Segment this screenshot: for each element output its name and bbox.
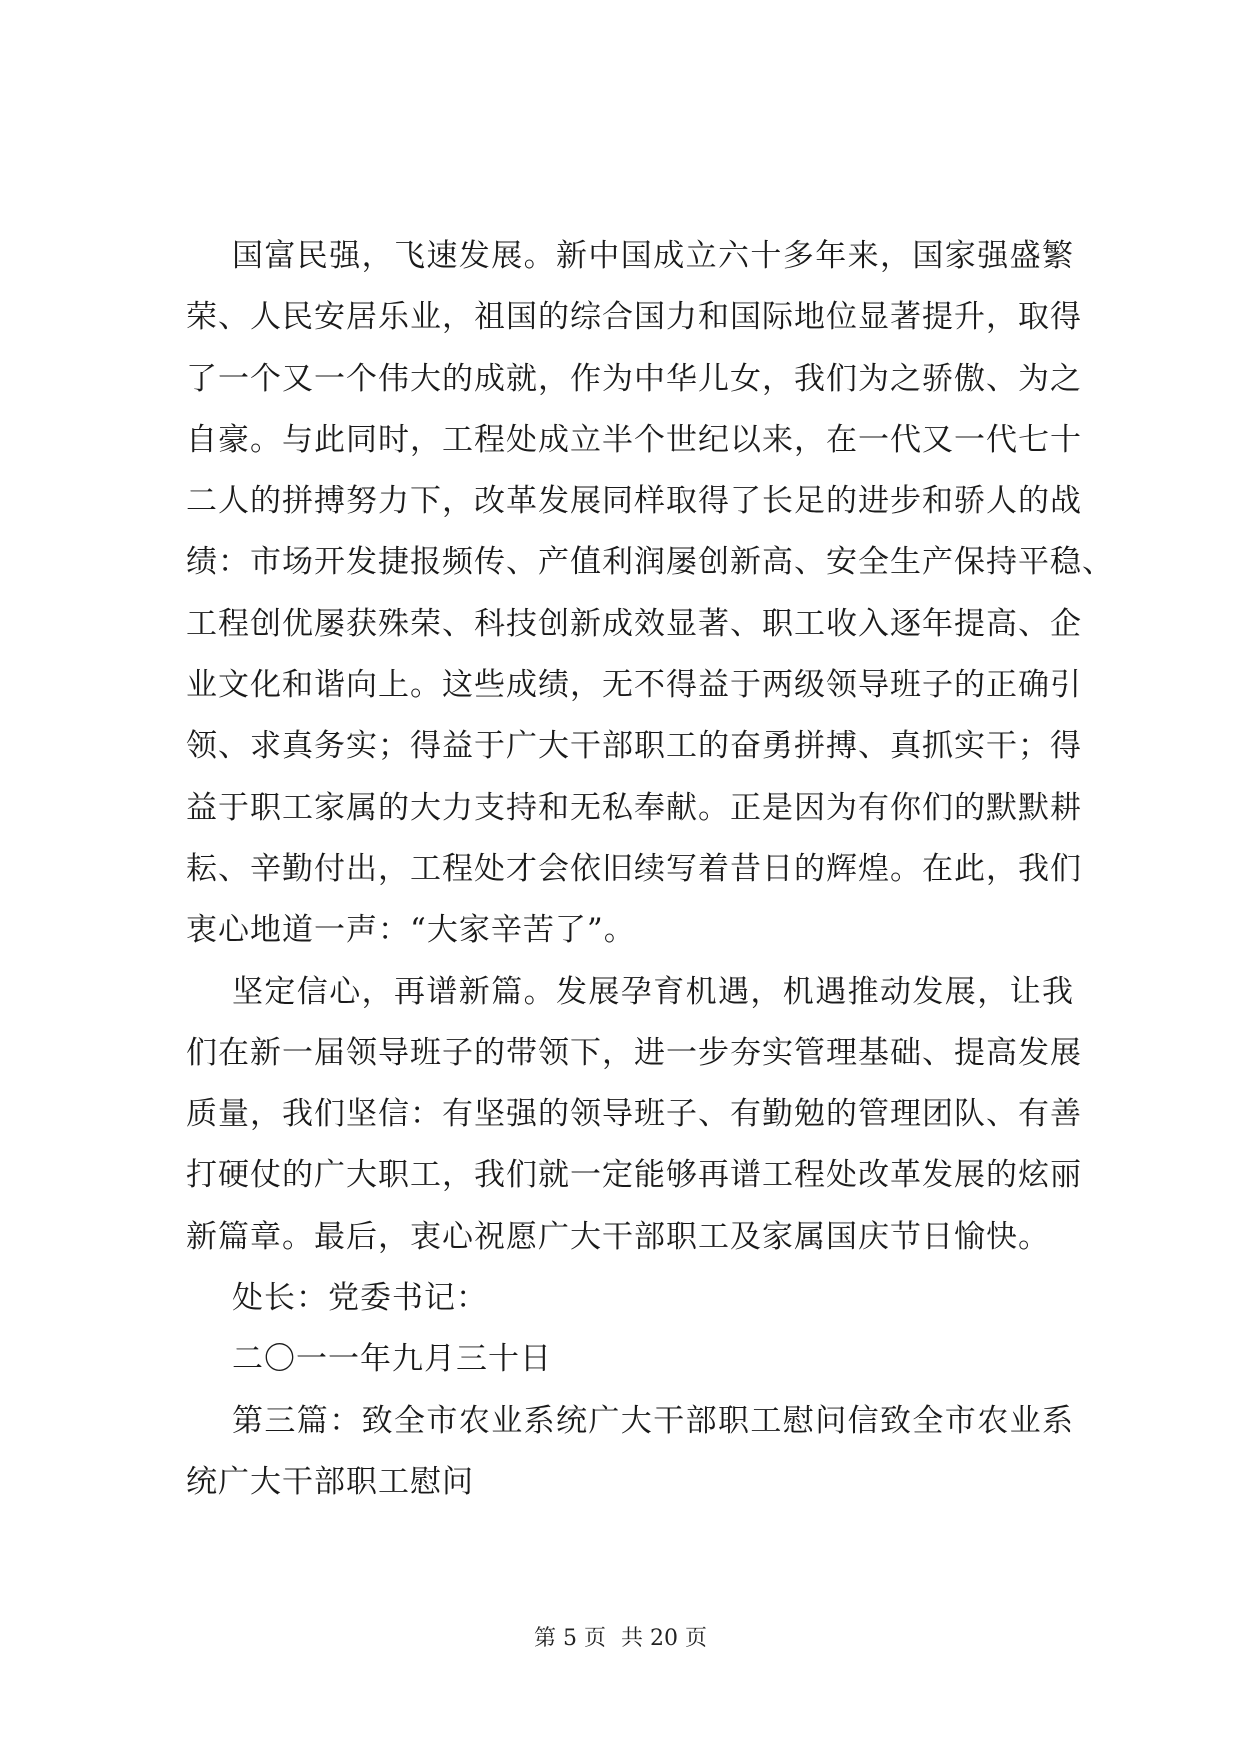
- paragraph-2-line-4: 打硬仗的广大职工，我们就一定能够再谱工程处改革发展的炫丽: [186, 1157, 1082, 1194]
- paragraph-2-line-2: 们在新一届领导班子的带领下，进一步夯实管理基础、提高发展: [186, 1034, 1082, 1071]
- date-line: 二〇一一年九月三十日: [232, 1341, 552, 1378]
- paragraph-1-line-12: 衷心地道一声：“大家辛苦了”。: [186, 912, 636, 949]
- page-footer: [0, 1624, 1241, 1654]
- paragraph-1-line-5: 二人的拼搏努力下，改革发展同样取得了长足的进步和骄人的战: [186, 483, 1082, 520]
- paragraph-1-line-6: 绩：市场开发捷报频传、产值利润屡创新高、安全生产保持平稳、: [186, 544, 1114, 581]
- page-total: 共 20 页: [621, 1626, 707, 1651]
- paragraph-1-line-7: 工程创优屡获殊荣、科技创新成效显著、职工收入逐年提高、企: [186, 605, 1082, 642]
- paragraph-2-line-5: 新篇章。最后，衷心祝愿广大干部职工及家属国庆节日愉快。: [186, 1218, 1050, 1255]
- paragraph-1-line-11: 耘、辛勤付出，工程处才会依旧续写着昔日的辉煌。在此，我们: [186, 850, 1082, 887]
- paragraph-2-line-3: 质量，我们坚信：有坚强的领导班子、有勤勉的管理团队、有善: [186, 1096, 1082, 1133]
- paragraph-1-line-9: 领、求真务实；得益于广大干部职工的奋勇拼搏、真抓实干；得: [186, 728, 1082, 765]
- document-body: [186, 226, 1114, 1513]
- paragraph-2-line-1: 坚定信心，再谱新篇。发展孕育机遇，机遇推动发展，让我: [232, 973, 1074, 1010]
- paragraph-1-line-8: 业文化和谐向上。这些成绩，无不得益于两级领导班子的正确引: [186, 667, 1082, 704]
- page-number: 第 5 页: [534, 1626, 606, 1651]
- signature-line: 处长：党委书记：: [232, 1280, 488, 1317]
- section-heading-line-2: 统广大干部职工慰问: [186, 1463, 474, 1500]
- paragraph-1-line-4: 自豪。与此同时，工程处成立半个世纪以来，在一代又一代七十: [186, 421, 1082, 458]
- paragraph-1-line-1: 国富民强，飞速发展。新中国成立六十多年来，国家强盛繁: [232, 238, 1074, 274]
- paragraph-1-line-3: 了一个又一个伟大的成就，作为中华儿女，我们为之骄傲、为之: [186, 360, 1082, 397]
- section-heading-line-1: 第三篇：致全市农业系统广大干部职工慰问信致全市农业系: [232, 1402, 1074, 1439]
- paragraph-1-line-2: 荣、人民安居乐业，祖国的综合国力和国际地位显著提升，取得: [186, 299, 1082, 336]
- paragraph-1-line-10: 益于职工家属的大力支持和无私奉献。正是因为有你们的默默耕: [186, 789, 1082, 826]
